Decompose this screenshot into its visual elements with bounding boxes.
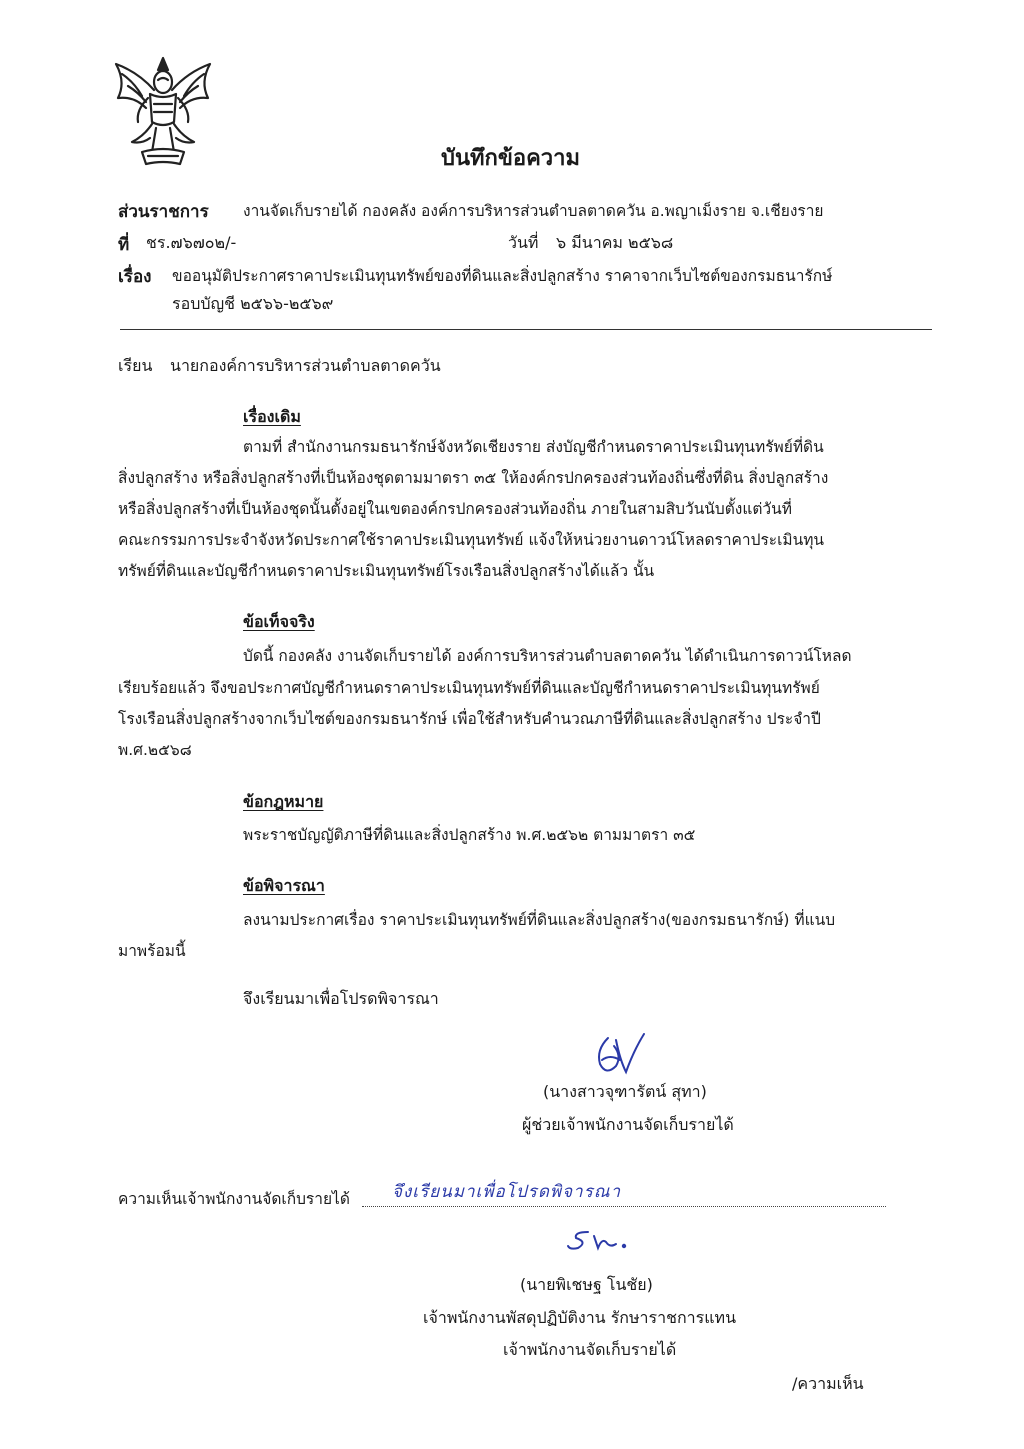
continuation-footer: /ความเห็น: [792, 1374, 864, 1393]
opinion-handwritten: จึงเรียนมาเพื่อโปรดพิจารณา: [392, 1182, 622, 1202]
paragraph-line: หรือสิ่งปลูกสร้างที่เป็นห้องชุดนั้นตั้งอยู่ในเขตองค์กรปกครองส่วนท้องถิ่น ภายในสามสิบวันนับตั้งแต่วันที่: [118, 500, 792, 518]
paragraph-line: ลงนามประกาศเรื่อง ราคาประเมินทุนทรัพย์ที่ดินและสิ่งปลูกสร้าง(ของกรมธนารักษ์) ที่แนบ: [243, 911, 836, 929]
opinion-label: ความเห็นเจ้าพนักงานจัดเก็บรายได้: [118, 1190, 350, 1208]
header-divider: [120, 329, 932, 330]
reference-label: ที่: [118, 235, 130, 255]
signer-1-name: (นางสาวจุฑารัตน์ สุทา): [543, 1082, 707, 1101]
paragraph-line: พระราชบัญญัติภาษีที่ดินและสิ่งปลูกสร้าง พ.ศ.๒๕๖๒ ตามมาตรา ๓๕: [243, 826, 696, 844]
subject-line-2: รอบบัญชี ๒๕๖๖-๒๕๖๙: [172, 294, 334, 313]
paragraph-line: สิ่งปลูกสร้าง หรือสิ่งปลูกสร้างที่เป็นห้องชุดตามมาตรา ๓๕ ให้องค์กรปกครองส่วนท้องถิ่นซึ่งที่ดิน สิ่งปลูกสร้าง: [118, 469, 829, 487]
opinion-dotted-line: [362, 1206, 886, 1207]
paragraph-line: คณะกรรมการประจำจังหวัดประกาศใช้ราคาประเมินทุนทรัพย์ แจ้งให้หน่วยงานดาวน์โหลดราคาประเมินทุน: [118, 531, 825, 549]
paragraph-line: เรียบร้อยแล้ว จึงขอประกาศบัญชีกำหนดราคาประเมินทุนทรัพย์ที่ดินและบัญชีกำหนดราคาประเมินทุนทรัพย์: [118, 679, 820, 697]
closing-line: จึงเรียนมาเพื่อโปรดพิจารณา: [243, 989, 439, 1008]
addressee-label: เรียน: [118, 356, 153, 375]
facts-heading: ข้อเท็จจริง: [243, 612, 315, 631]
reference-value: ชร.๗๖๗๐๒/-: [146, 233, 237, 252]
subject-label: เรื่อง: [118, 267, 152, 287]
date-value: ๖ มีนาคม ๒๕๖๘: [556, 233, 674, 252]
paragraph-line: โรงเรือนสิ่งปลูกสร้างจากเว็บไซต์ของกรมธนารักษ์ เพื่อใช้สำหรับคำนวณภาษีที่ดินและสิ่งปลูกสร้าง ประจำปี: [118, 710, 821, 728]
consideration-heading: ข้อพิจารณา: [243, 876, 325, 895]
garuda-emblem-icon: [108, 52, 218, 172]
paragraph-line: บัดนี้ กองคลัง งานจัดเก็บรายได้ องค์การบริหารส่วนตำบลตาดควัน ได้ดำเนินการดาวน์โหลด: [243, 647, 852, 665]
department-label: ส่วนราชการ: [118, 202, 209, 222]
signer-2-name: (นายพิเชษฐ โนชัย): [520, 1275, 653, 1294]
paragraph-line: ตามที่ สำนักงานกรมธนารักษ์จังหวัดเชียงราย ส่งบัญชีกำหนดราคาประเมินทุนทรัพย์ที่ดิน: [243, 438, 824, 456]
subject-line-1: ขออนุมัติประกาศราคาประเมินทุนทรัพย์ของที่ดินและสิ่งปลูกสร้าง ราคาจากเว็บไซต์ของกรมธนารักษ์: [172, 267, 833, 285]
signer-2-position-2: เจ้าพนักงานจัดเก็บรายได้: [503, 1340, 677, 1359]
paragraph-line: มาพร้อมนี้: [118, 942, 186, 960]
department-value: งานจัดเก็บรายได้ กองคลัง องค์การบริหารส่วนตำบลตาดควัน อ.พญาเม็งราย จ.เชียงราย: [243, 202, 824, 220]
document-title: บันทึกข้อความ: [441, 146, 581, 171]
paragraph-line: ทรัพย์ที่ดินและบัญชีกำหนดราคาประเมินทุนทรัพย์โรงเรือนสิ่งปลูกสร้างได้แล้ว นั้น: [118, 562, 655, 580]
date-label: วันที่: [508, 233, 539, 252]
signature-1-icon: [590, 1030, 650, 1080]
addressee-value: นายกองค์การบริหารส่วนตำบลตาดควัน: [170, 356, 441, 375]
signer-2-position-1: เจ้าพนักงานพัสดุปฏิบัติงาน รักษาราชการแทน: [423, 1308, 737, 1327]
law-heading: ข้อกฎหมาย: [243, 792, 324, 811]
paragraph-line: พ.ศ.๒๕๖๘: [118, 741, 192, 759]
background-heading: เรื่องเดิม: [243, 407, 301, 426]
signer-1-position: ผู้ช่วยเจ้าพนักงานจัดเก็บรายได้: [522, 1115, 734, 1134]
signature-2-icon: [566, 1226, 646, 1256]
